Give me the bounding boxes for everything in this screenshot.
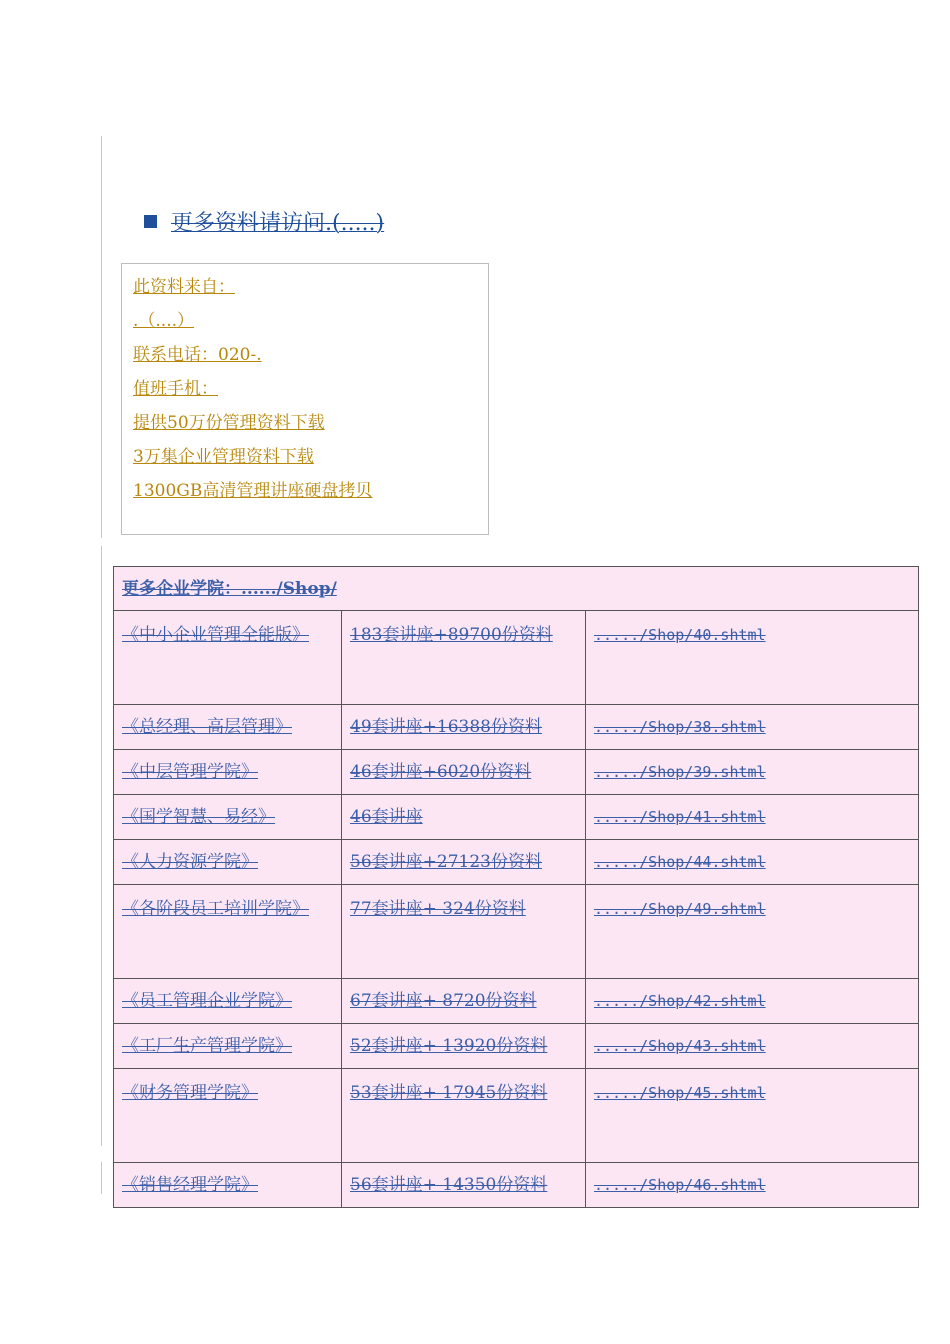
course-url-link[interactable]: ...../Shop/49.shtml <box>594 900 766 918</box>
info-line-source[interactable]: 此资料来自： <box>133 277 235 297</box>
info-line-phone[interactable]: 联系电话：020-. <box>133 345 262 365</box>
info-line-offer-2[interactable]: 3万集企业管理资料下载 <box>133 447 314 467</box>
course-url-cell <box>586 611 919 705</box>
more-info-link[interactable]: 更多资料请访问.(.....) <box>171 211 385 236</box>
course-name-link[interactable]: 《中小企业管理全能版》 <box>122 625 309 645</box>
course-name-link[interactable]: 《各阶段员工培训学院》 <box>122 899 309 919</box>
course-desc-cell <box>342 1024 586 1069</box>
course-desc-link[interactable]: 46套讲座 <box>350 807 423 827</box>
course-name-cell <box>114 795 342 840</box>
table-row <box>114 611 919 705</box>
course-name-cell <box>114 1069 342 1163</box>
course-desc-cell <box>342 750 586 795</box>
course-url-link[interactable]: ...../Shop/38.shtml <box>594 718 766 736</box>
margin-rule-bottom <box>101 1162 102 1194</box>
table-row <box>114 885 919 979</box>
margin-rule-lower <box>101 546 102 1146</box>
info-line-offer-1[interactable]: 提供50万份管理资料下载 <box>133 413 325 433</box>
course-url-link[interactable]: ...../Shop/46.shtml <box>594 1176 766 1194</box>
course-desc-link[interactable]: 49套讲座+16388份资料 <box>350 717 542 737</box>
table-row <box>114 1069 919 1163</box>
course-url-cell <box>586 1024 919 1069</box>
more-info-heading <box>144 206 384 237</box>
course-desc-cell <box>342 840 586 885</box>
course-url-cell <box>586 750 919 795</box>
course-url-cell <box>586 979 919 1024</box>
course-url-cell <box>586 840 919 885</box>
course-desc-cell <box>342 705 586 750</box>
table-row <box>114 979 919 1024</box>
course-desc-link[interactable]: 56套讲座+27123份资料 <box>350 852 542 872</box>
course-url-cell <box>586 885 919 979</box>
table-row <box>114 750 919 795</box>
course-name-cell <box>114 885 342 979</box>
course-table <box>113 566 919 1208</box>
course-name-link[interactable]: 《工厂生产管理学院》 <box>122 1036 292 1056</box>
course-desc-link[interactable]: 56套讲座+ 14350份资料 <box>350 1175 548 1195</box>
table-header-row <box>114 567 919 611</box>
course-desc-cell <box>342 885 586 979</box>
table-row <box>114 705 919 750</box>
bullet-square-icon <box>144 215 157 228</box>
table-row <box>114 840 919 885</box>
course-url-cell <box>586 1069 919 1163</box>
course-name-cell <box>114 705 342 750</box>
course-url-link[interactable]: ...../Shop/39.shtml <box>594 763 766 781</box>
course-desc-cell <box>342 795 586 840</box>
course-url-cell <box>586 795 919 840</box>
course-name-cell <box>114 611 342 705</box>
course-desc-link[interactable]: 53套讲座+ 17945份资料 <box>350 1083 548 1103</box>
course-desc-link[interactable]: 183套讲座+89700份资料 <box>350 625 553 645</box>
course-url-link[interactable]: ...../Shop/41.shtml <box>594 808 766 826</box>
course-name-cell <box>114 1024 342 1069</box>
info-line-offer-3[interactable]: 1300GB高清管理讲座硬盘拷贝 <box>133 481 373 501</box>
course-desc-cell <box>342 979 586 1024</box>
course-desc-link[interactable]: 52套讲座+ 13920份资料 <box>350 1036 548 1056</box>
course-desc-cell <box>342 1163 586 1208</box>
course-url-link[interactable]: ...../Shop/42.shtml <box>594 992 766 1010</box>
course-url-link[interactable]: ...../Shop/40.shtml <box>594 626 766 644</box>
course-name-cell <box>114 840 342 885</box>
course-name-link[interactable]: 《销售经理学院》 <box>122 1175 258 1195</box>
table-header-link[interactable]: 更多企业学院：....../Shop/ <box>122 578 337 599</box>
course-name-link[interactable]: 《财务管理学院》 <box>122 1083 258 1103</box>
course-name-cell <box>114 1163 342 1208</box>
margin-rule <box>101 136 102 538</box>
course-url-cell <box>586 1163 919 1208</box>
course-url-cell <box>586 705 919 750</box>
table-row <box>114 795 919 840</box>
course-name-cell <box>114 750 342 795</box>
table-header-cell <box>114 567 919 611</box>
course-name-link[interactable]: 《中层管理学院》 <box>122 762 258 782</box>
course-desc-cell <box>342 611 586 705</box>
course-name-link[interactable]: 《国学智慧、易经》 <box>122 807 275 827</box>
course-desc-link[interactable]: 67套讲座+ 8720份资料 <box>350 991 537 1011</box>
course-desc-link[interactable]: 77套讲座+ 324份资料 <box>350 899 526 919</box>
course-url-link[interactable]: ...../Shop/43.shtml <box>594 1037 766 1055</box>
table-row <box>114 1163 919 1208</box>
table-row <box>114 1024 919 1069</box>
course-desc-link[interactable]: 46套讲座+6020份资料 <box>350 762 532 782</box>
info-line-mobile[interactable]: 值班手机： <box>133 379 218 399</box>
info-line-site[interactable]: .（....） <box>133 311 195 331</box>
course-desc-cell <box>342 1069 586 1163</box>
source-info-box <box>121 263 489 535</box>
course-url-link[interactable]: ...../Shop/44.shtml <box>594 853 766 871</box>
course-name-link[interactable]: 《总经理、高层管理》 <box>122 717 292 737</box>
course-url-link[interactable]: ...../Shop/45.shtml <box>594 1084 766 1102</box>
course-name-cell <box>114 979 342 1024</box>
course-name-link[interactable]: 《人力资源学院》 <box>122 852 258 872</box>
course-name-link[interactable]: 《员工管理企业学院》 <box>122 991 292 1011</box>
